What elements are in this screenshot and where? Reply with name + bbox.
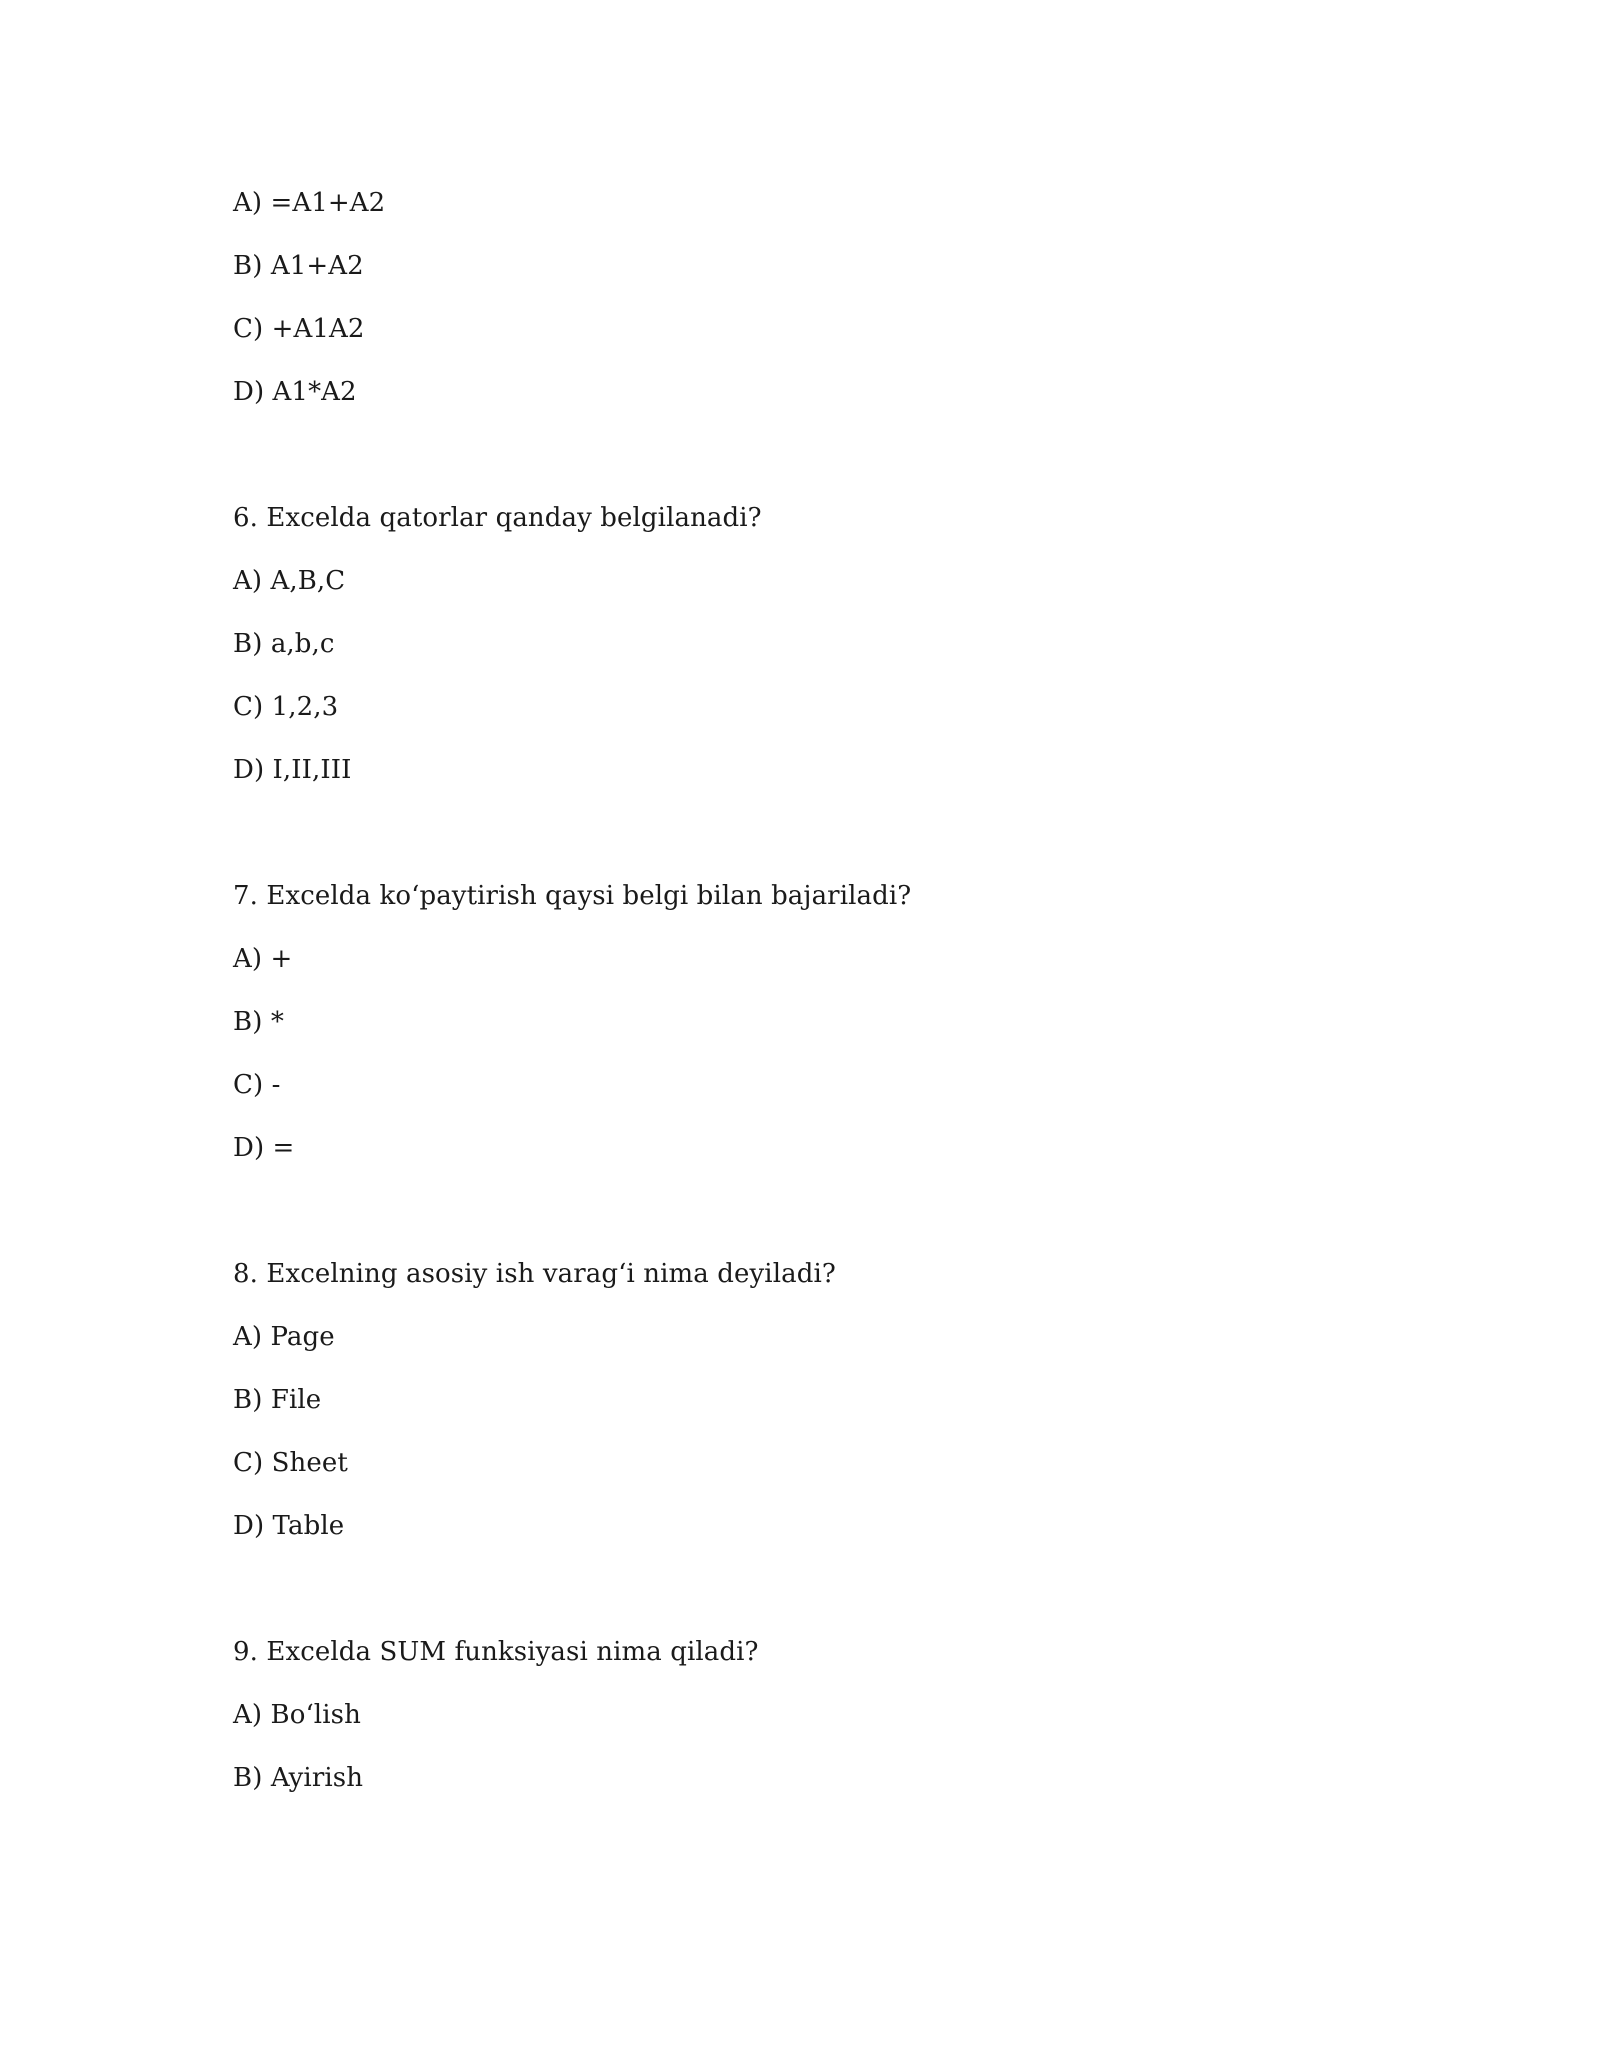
q8-option-b: B) File xyxy=(233,1385,322,1415)
q8-option-a: A) Page xyxy=(233,1322,335,1352)
q9-question: 9. Excelda SUM funksiyasi nima qiladi? xyxy=(233,1637,759,1667)
q6-option-c: C) 1,2,3 xyxy=(233,692,339,722)
q6-question: 6. Excelda qatorlar qanday belgilanadi? xyxy=(233,503,762,533)
q7-question: 7. Excelda ko‘paytirish qaysi belgi bilan bajariladi? xyxy=(233,881,912,911)
q5-option-c: C) +A1A2 xyxy=(233,314,365,344)
q6-option-d: D) I,II,III xyxy=(233,755,352,785)
q9-option-a: A) Bo‘lish xyxy=(233,1700,361,1730)
q5-option-d: D) A1*A2 xyxy=(233,377,357,407)
q8-option-c: C) Sheet xyxy=(233,1448,348,1478)
q7-option-d: D) = xyxy=(233,1133,295,1163)
q9-option-b: B) Ayirish xyxy=(233,1763,364,1793)
q8-option-d: D) Table xyxy=(233,1511,345,1541)
q5-option-a: A) =A1+A2 xyxy=(233,188,386,218)
q7-option-b: B) * xyxy=(233,1007,284,1037)
q5-option-b: B) A1+A2 xyxy=(233,251,364,281)
q6-option-a: A) A,B,C xyxy=(233,566,346,596)
q7-option-a: A) + xyxy=(233,944,293,974)
q8-question: 8. Excelning asosiy ish varag‘i nima deyiladi? xyxy=(233,1259,836,1289)
q6-option-b: B) a,b,c xyxy=(233,629,335,659)
q7-option-c: C) - xyxy=(233,1070,281,1100)
